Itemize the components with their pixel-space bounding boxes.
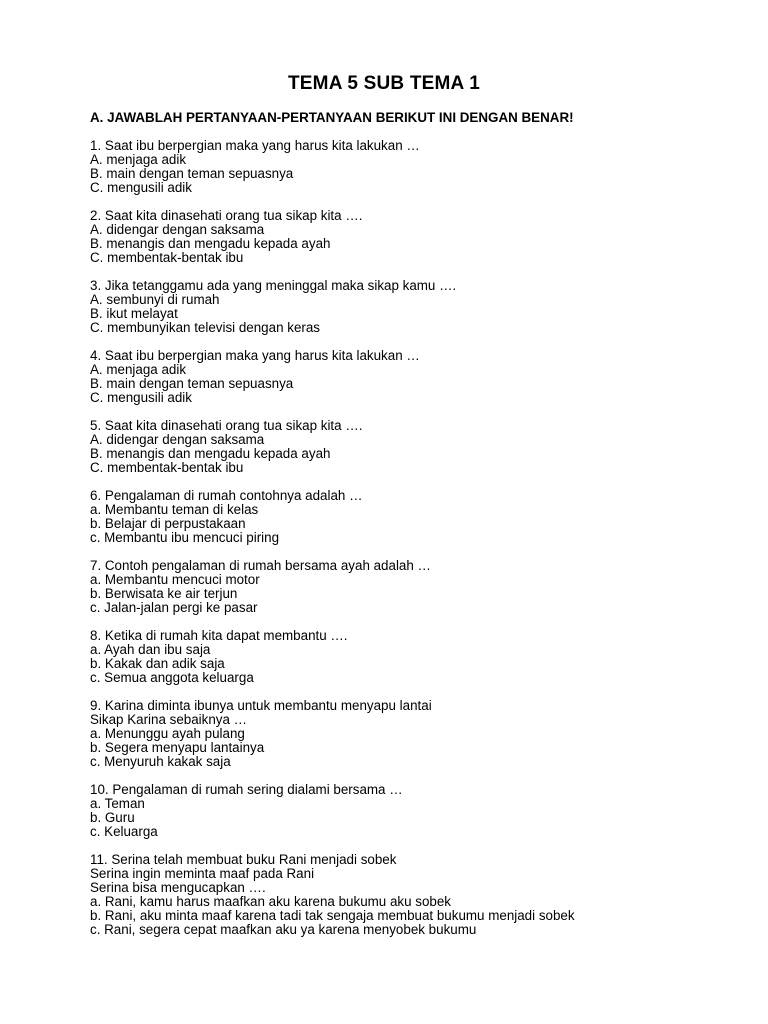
answer-option: A. menjaga adik xyxy=(90,152,187,167)
question-text: Serina ingin meminta maaf pada Rani xyxy=(90,866,315,881)
section-instruction: A. JAWABLAH PERTANYAAN-PERTANYAAN BERIKUT INI DENGAN BENAR! xyxy=(90,110,574,125)
question-item xyxy=(90,699,730,769)
question-text: 1. Saat ibu berpergian maka yang harus kita lakukan … xyxy=(90,138,420,153)
question-text: 8. Ketika di rumah kita dapat membantu …. xyxy=(90,628,348,643)
answer-option: c. Semua anggota keluarga xyxy=(90,670,254,685)
answer-option: b. Segera menyapu lantainya xyxy=(90,740,265,755)
question-item xyxy=(90,419,730,475)
question-item xyxy=(90,559,730,615)
answer-option: c. Rani, segera cepat maafkan aku ya karena menyobek bukumu xyxy=(90,922,477,937)
question-text: 6. Pengalaman di rumah contohnya adalah … xyxy=(90,488,363,503)
answer-option: c. Keluarga xyxy=(90,824,158,839)
answer-option: A. sembunyi di rumah xyxy=(90,292,220,307)
question-text: 5. Saat kita dinasehati orang tua sikap kita …. xyxy=(90,418,363,433)
answer-option: B. main dengan teman sepuasnya xyxy=(90,376,294,391)
question-item xyxy=(90,783,730,839)
answer-option: a. Rani, kamu harus maafkan aku karena bukumu aku sobek xyxy=(90,894,452,909)
question-text: Sikap Karina sebaiknya … xyxy=(90,712,248,727)
answer-option: C. mengusili adik xyxy=(90,390,192,405)
answer-option: a. Ayah dan ibu saja xyxy=(90,642,211,657)
page-title: TEMA 5 SUB TEMA 1 xyxy=(287,73,480,94)
answer-option: A. menjaga adik xyxy=(90,362,187,377)
answer-option: a. Teman xyxy=(90,796,145,811)
answer-option: b. Rani, aku minta maaf karena tadi tak sengaja membuat bukumu menjadi sobek xyxy=(90,908,575,923)
answer-option: c. Menyuruh kakak saja xyxy=(90,754,231,769)
question-item xyxy=(90,349,730,405)
question-item xyxy=(90,279,730,335)
question-text: 7. Contoh pengalaman di rumah bersama ayah adalah … xyxy=(90,558,431,573)
question-item xyxy=(90,629,730,685)
answer-option: a. Menunggu ayah pulang xyxy=(90,726,245,741)
answer-option: c. Membantu ibu mencuci piring xyxy=(90,530,280,545)
question-item xyxy=(90,209,730,265)
answer-option: C. membentak-bentak ibu xyxy=(90,460,244,475)
answer-option: A. didengar dengan saksama xyxy=(90,432,265,447)
answer-option: C. membunyikan televisi dengan keras xyxy=(90,320,320,335)
question-text: 4. Saat ibu berpergian maka yang harus kita lakukan … xyxy=(90,348,420,363)
answer-option: b. Kakak dan adik saja xyxy=(90,656,225,671)
answer-option: B. ikut melayat xyxy=(90,306,178,321)
question-text: 2. Saat kita dinasehati orang tua sikap kita …. xyxy=(90,208,363,223)
answer-option: a. Membantu teman di kelas xyxy=(90,502,259,517)
question-text: Serina bisa mengucapkan …. xyxy=(90,880,266,895)
answer-option: B. menangis dan mengadu kepada ayah xyxy=(90,446,331,461)
question-list xyxy=(90,139,730,951)
answer-option: C. membentak-bentak ibu xyxy=(90,250,244,265)
question-item xyxy=(90,853,730,937)
answer-option: b. Berwisata ke air terjun xyxy=(90,586,238,601)
answer-option: B. menangis dan mengadu kepada ayah xyxy=(90,236,331,251)
question-item xyxy=(90,139,730,195)
answer-option: b. Belajar di perpustakaan xyxy=(90,516,246,531)
answer-option: a. Membantu mencuci motor xyxy=(90,572,260,587)
question-text: 10. Pengalaman di rumah sering dialami bersama … xyxy=(90,782,403,797)
answer-option: B. main dengan teman sepuasnya xyxy=(90,166,294,181)
answer-option: b. Guru xyxy=(90,810,135,825)
question-text: 11. Serina telah membuat buku Rani menjadi sobek xyxy=(90,852,397,867)
question-text: 3. Jika tetanggamu ada yang meninggal maka sikap kamu …. xyxy=(90,278,457,293)
answer-option: c. Jalan-jalan pergi ke pasar xyxy=(90,600,258,615)
answer-option: C. mengusili adik xyxy=(90,180,192,195)
question-text: 9. Karina diminta ibunya untuk membantu menyapu lantai xyxy=(90,698,432,713)
answer-option: A. didengar dengan saksama xyxy=(90,222,265,237)
question-item xyxy=(90,489,730,545)
